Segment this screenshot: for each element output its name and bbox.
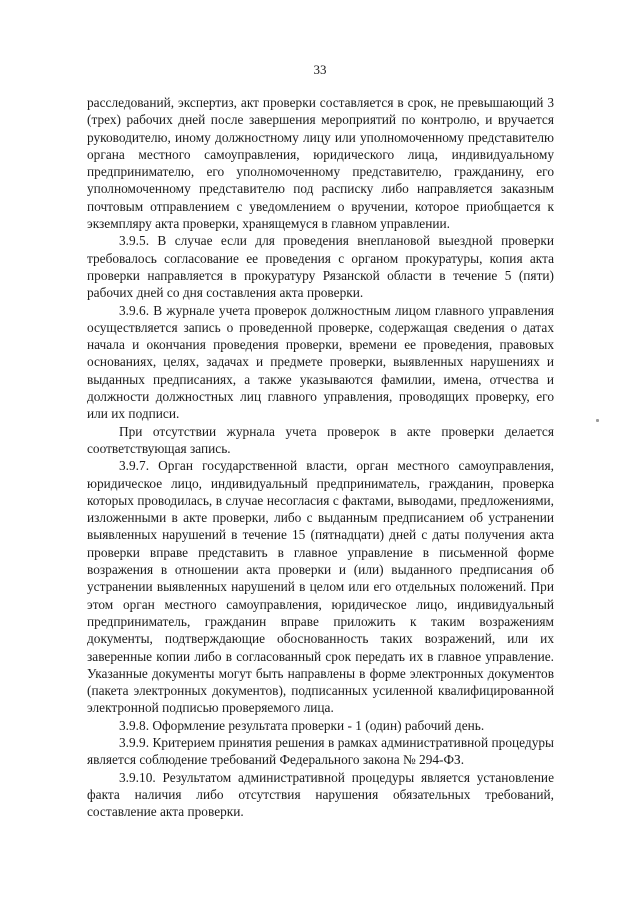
- paragraph-3-9-10: 3.9.10. Результатом административной процедуры является установление факта наличия либо отсутствия нарушения обязательных требований, составление акта проверки.: [87, 769, 554, 820]
- paragraph-3-9-8: 3.9.8. Оформление результата проверки - 1 (один) рабочий день.: [119, 717, 485, 733]
- paragraph-3-9-5: 3.9.5. В случае если для проведения внеплановой выездной проверки требовалось согласование ее проведения с органом прокуратуры, копия акта проверки направляется в прокуратуру Рязанской области в течение 5 (пяти) рабочих дней со дня составления акта проверки.: [87, 233, 554, 301]
- page-number: 33: [313, 62, 327, 77]
- margin-mark: [596, 419, 599, 422]
- paragraph-3-9-9: 3.9.9. Критерием принятия решения в рамках административной процедуры является соблюдение требований Федерального закона № 294-ФЗ.: [87, 734, 554, 768]
- paragraph-3-9-6: 3.9.6. В журнале учета проверок должностным лицом главного управления осуществляется запись о проведенной проверке, содержащая сведения о датах начала и окончания проведения проверки, времени ее проведения, правовых основаниях, целях, задачах и предмете проверки, выявленных нарушениях и выданных предписаниях, а также указываются фамилии, имена, отчества и должности должностных лиц главного управления, проводящих проверку, его или их подписи.: [87, 302, 554, 422]
- document-body: [87, 94, 554, 820]
- paragraph-continuation: расследований, экспертиз, акт проверки составляется в срок, не превышающий 3 (трех) рабочих дней после завершения мероприятий по контролю, и вручается руководителю, иному должностному лицу или уполномоченному представителю органа местного самоуправления, юридического лица, индивидуальному предпринимателю, его уполномоченному представителю, гражданину, его уполномоченному представителю под расписку либо направляется заказным почтовым отправлением с уведомлением о вручении, которое приобщается к экземпляру акта проверки, хранящемуся в главном управлении.: [87, 95, 554, 232]
- paragraph-3-9-7: 3.9.7. Орган государственной власти, орган местного самоуправления, юридическое лицо, индивидуальный предприниматель, гражданин, проверка которых проводилась, в случае несогласия с фактами, выводами, предложениями, изложенными в акте проверки, либо с выданным предписанием об устранении выявленных нарушений в течение 15 (пятнадцати) дней с даты получения акта проверки вправе представить в главное управление в письменной форме возражения в отношении акта проверки и (или) выданного предписания об устранении выявленных нарушений в целом или его отдельных положений. При этом орган местного самоуправления, юридическое лицо, индивидуальный предприниматель, гражданин вправе приложить к таким возражениям документы, подтверждающие обоснованность таких возражений, или их заверенные копии либо в согласованный срок передать их в главное управление. Указанные документы могут быть направлены в форме электронных документов (пакета электронных документов), подписанных усиленной квалифицированной электронной подписью проверяемого лица.: [87, 458, 554, 716]
- paragraph-journal-note: При отсутствии журнала учета проверок в акте проверки делается соответствующая запись.: [87, 423, 554, 456]
